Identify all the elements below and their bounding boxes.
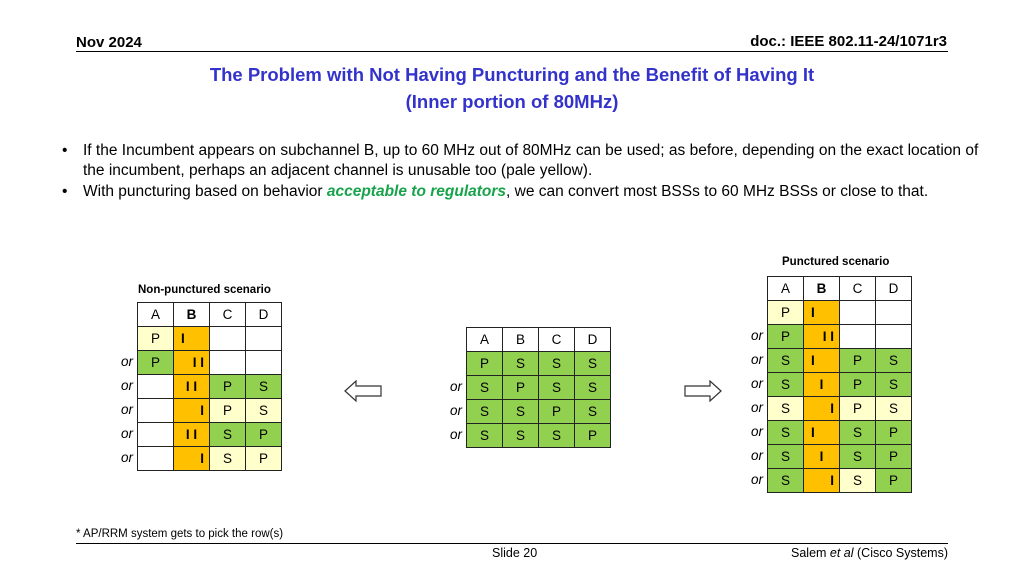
table-cell: S (575, 352, 611, 376)
table-cell: S (539, 376, 575, 400)
table-cell: I (174, 327, 210, 351)
table-cell: S (768, 445, 804, 469)
table-row (768, 349, 912, 373)
or-label: or (120, 378, 133, 393)
slide-title-line1: The Problem with Not Having Puncturing and the Benefit of Having It (209, 64, 815, 85)
table-cell: S (768, 421, 804, 445)
table-cell: P (840, 373, 876, 397)
column-header: A (467, 328, 503, 352)
bullet-2-text-before: With puncturing based on behavior (83, 183, 327, 200)
table-cell: P (876, 421, 912, 445)
or-label: or (120, 426, 133, 441)
table-cell (138, 399, 174, 423)
header-row (138, 303, 282, 327)
table-cell: I (804, 397, 840, 421)
or-label: or (449, 403, 462, 418)
table-cell: P (768, 325, 804, 349)
table-row (467, 424, 611, 448)
channel-grid (767, 276, 912, 493)
table-row (467, 376, 611, 400)
table-cell (246, 327, 282, 351)
column-header: C (539, 328, 575, 352)
table-row (768, 445, 912, 469)
table-cell: I (804, 445, 840, 469)
column-header: C (840, 277, 876, 301)
header-divider (76, 51, 948, 52)
arrow-left-icon (344, 380, 382, 402)
or-label: or (120, 354, 133, 369)
table-cell: S (539, 352, 575, 376)
table-cell (138, 447, 174, 471)
channel-grid (137, 302, 282, 471)
table-cell: P (840, 349, 876, 373)
table-cell: I (804, 349, 840, 373)
header-row (467, 328, 611, 352)
table-cell: S (210, 423, 246, 447)
column-header: D (246, 303, 282, 327)
bullet-2-text (83, 182, 983, 202)
table-cell (210, 327, 246, 351)
table-cell: S (876, 349, 912, 373)
footer-author (791, 546, 948, 560)
table-row (768, 373, 912, 397)
non-punctured-caption: Non-punctured scenario (138, 284, 271, 296)
table-cell: P (539, 400, 575, 424)
table-cell: S (503, 424, 539, 448)
table-cell: S (575, 400, 611, 424)
header-row (768, 277, 912, 301)
or-label: or (750, 400, 763, 415)
column-header: B (174, 303, 210, 327)
table-cell: S (246, 375, 282, 399)
or-label: or (750, 448, 763, 463)
table-cell: P (246, 447, 282, 471)
table-cell: I (804, 469, 840, 493)
table-cell (210, 351, 246, 375)
table-cell: S (575, 376, 611, 400)
table-cell: S (246, 399, 282, 423)
bullet-2-text-after: , we can convert most BSSs to 60 MHz BSSs or close to that. (506, 183, 929, 200)
table-cell: S (503, 352, 539, 376)
column-header: A (768, 277, 804, 301)
table-row (138, 327, 282, 351)
table-cell: S (840, 445, 876, 469)
table-row (138, 375, 282, 399)
table-cell: I (804, 301, 840, 325)
table-cell: S (876, 397, 912, 421)
table-cell: S (467, 424, 503, 448)
table-cell: P (138, 327, 174, 351)
table-cell: I I (174, 351, 210, 375)
table-cell: S (210, 447, 246, 471)
bullet-1-text: If the Incumbent appears on subchannel B, up to 60 MHz out of 80MHz can be used; as before, depending on the exact location of the incumbent, perhaps an adjacent channel is unusable too (pale yellow). (83, 142, 979, 179)
table-cell: S (768, 397, 804, 421)
column-header: C (210, 303, 246, 327)
table-row (768, 469, 912, 493)
table-cell: S (768, 349, 804, 373)
or-label: or (750, 472, 763, 487)
table-cell (876, 301, 912, 325)
table-cell: S (840, 421, 876, 445)
table-row (467, 352, 611, 376)
header-doc-id: doc.: IEEE 802.11-24/1071r3 (750, 33, 947, 50)
table-row (768, 421, 912, 445)
table-cell (840, 325, 876, 349)
table-cell: S (876, 373, 912, 397)
bullet-marker: • (62, 142, 68, 159)
column-header: B (804, 277, 840, 301)
footer-divider (76, 543, 948, 544)
table-cell: P (876, 445, 912, 469)
or-label: or (750, 376, 763, 391)
channel-grid (466, 327, 611, 448)
or-label: or (120, 450, 133, 465)
column-header: A (138, 303, 174, 327)
or-label: or (750, 328, 763, 343)
table-cell: S (539, 424, 575, 448)
or-label: or (750, 352, 763, 367)
table-cell: S (467, 400, 503, 424)
column-header: D (575, 328, 611, 352)
column-header: B (503, 328, 539, 352)
bullet-2-highlight: acceptable to regulators (326, 183, 507, 200)
table-row (138, 423, 282, 447)
table-cell: S (768, 469, 804, 493)
author-org: (Cisco Systems) (853, 546, 948, 560)
table-cell: P (503, 376, 539, 400)
table-cell: I (804, 373, 840, 397)
or-label: or (750, 424, 763, 439)
table-row (138, 399, 282, 423)
table-cell: P (246, 423, 282, 447)
table-cell: P (876, 469, 912, 493)
table-cell: S (503, 400, 539, 424)
table-cell: I (174, 399, 210, 423)
table-cell (138, 375, 174, 399)
table-cell: I I (804, 325, 840, 349)
table-cell: P (210, 399, 246, 423)
author-et-al: et al (829, 546, 854, 560)
table-cell (138, 423, 174, 447)
table-row (768, 325, 912, 349)
table-cell: P (840, 397, 876, 421)
header-date: Nov 2024 (76, 34, 142, 51)
table-cell: P (210, 375, 246, 399)
table-cell: S (768, 373, 804, 397)
or-label: or (120, 402, 133, 417)
or-label: or (449, 427, 462, 442)
or-label: or (449, 379, 462, 394)
table-cell (876, 325, 912, 349)
footnote: * AP/RRM system gets to pick the row(s) (76, 528, 284, 540)
table-cell: P (138, 351, 174, 375)
table-cell: S (840, 469, 876, 493)
table-cell: I (174, 447, 210, 471)
table-cell: I I (174, 375, 210, 399)
table-cell (246, 351, 282, 375)
author-name: Salem (791, 546, 830, 560)
table-cell: I (804, 421, 840, 445)
table-row (138, 351, 282, 375)
slide-title-line2: (Inner portion of 80MHz) (405, 91, 619, 112)
table-cell: I I (174, 423, 210, 447)
table-cell: P (575, 424, 611, 448)
table-cell: P (768, 301, 804, 325)
bullet-marker: • (62, 183, 68, 200)
table-row (768, 301, 912, 325)
table-cell (840, 301, 876, 325)
slide-number: Slide 20 (492, 546, 538, 560)
arrow-right-icon (684, 380, 722, 402)
table-row (467, 400, 611, 424)
table-cell: S (467, 376, 503, 400)
column-header: D (876, 277, 912, 301)
table-cell: P (467, 352, 503, 376)
table-row (768, 397, 912, 421)
table-row (138, 447, 282, 471)
punctured-caption: Punctured scenario (782, 256, 890, 268)
